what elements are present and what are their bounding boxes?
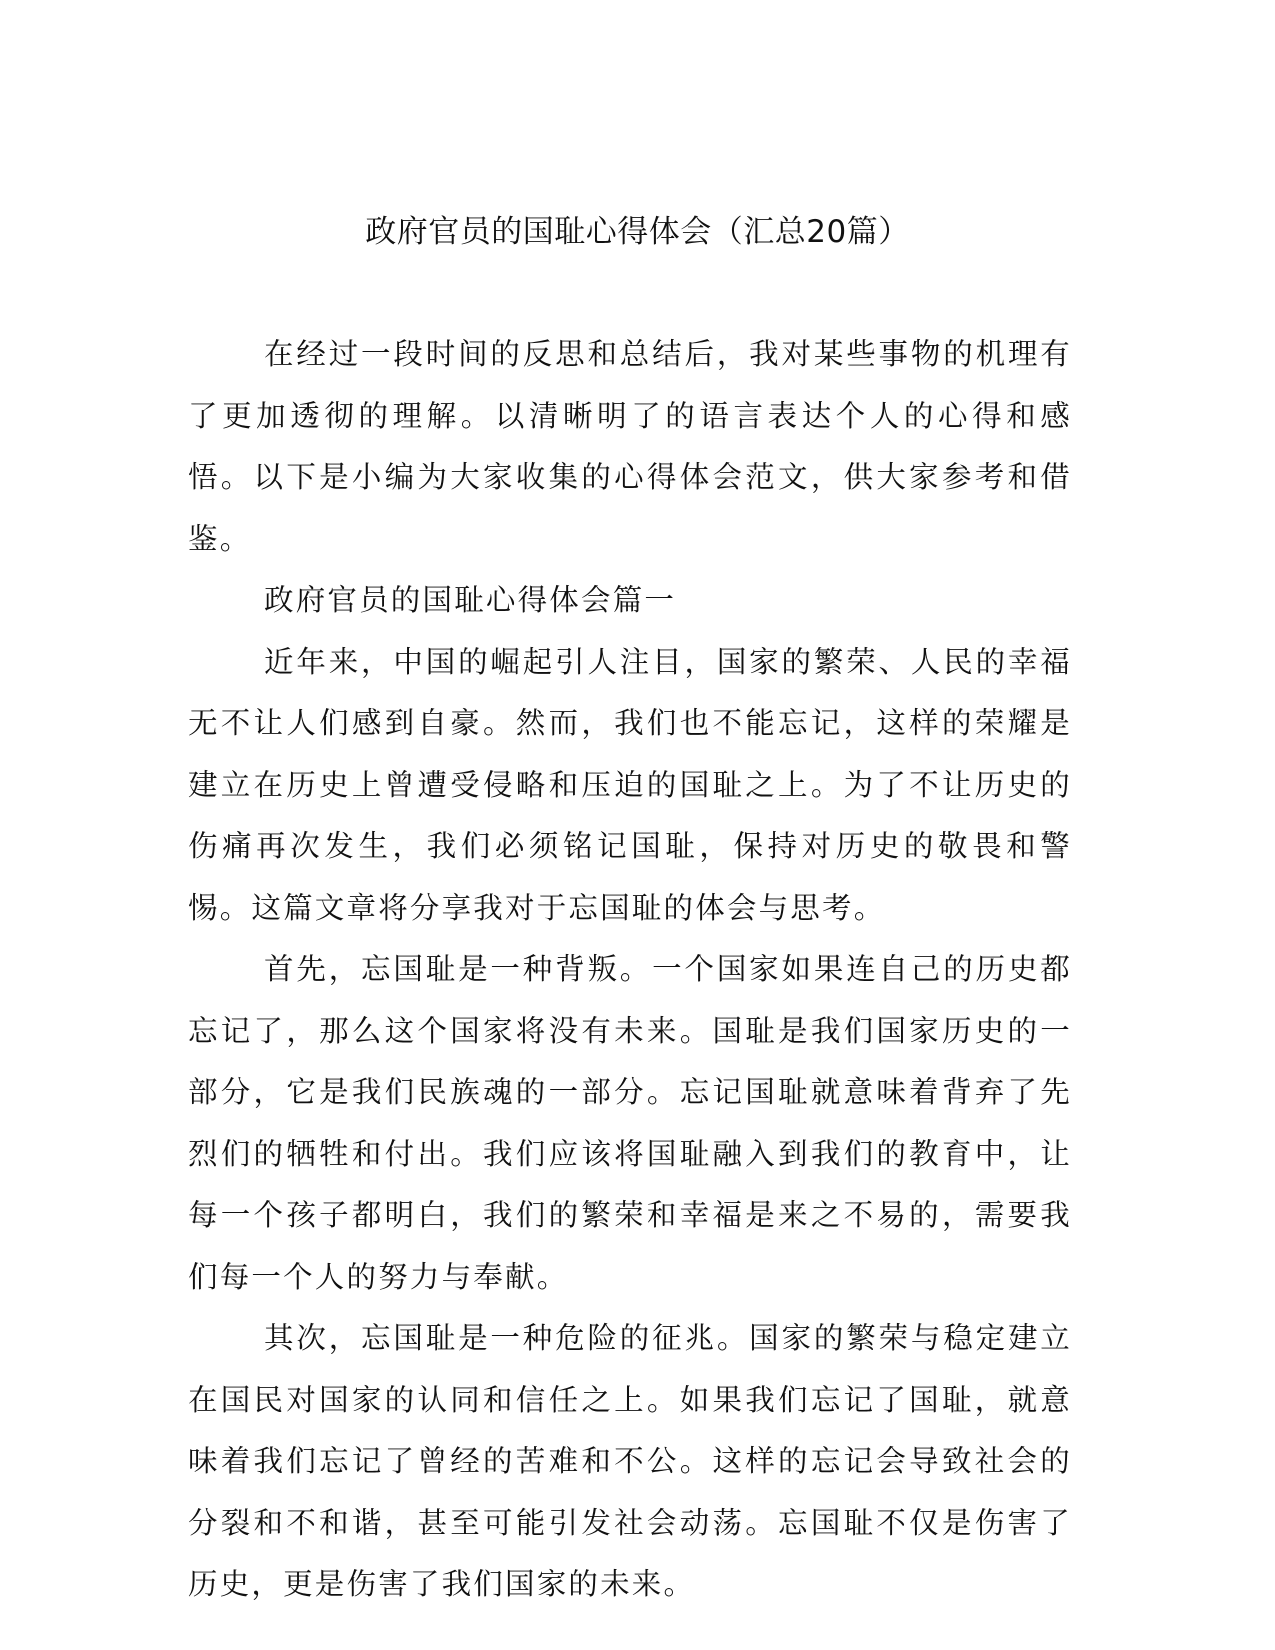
section-heading: 政府官员的国耻心得体会篇一 (264, 583, 677, 617)
body-paragraph: 首先，忘国耻是一种背叛。一个国家如果连自己的历史都忘记了，那么这个国家将没有未来。国耻是我们国家历史的一部分，它是我们民族魂的一部分。忘记国耻就意味着背弃了先烈们的牺牲和付出。我们应该将国耻融入到我们的教育中，让每一个孩子都明白，我们的繁荣和幸福是来之不易的，需要我们每一个人的努力与奉献。 (188, 952, 1072, 1294)
body-paragraph: 其次，忘国耻是一种危险的征兆。国家的繁荣与稳定建立在国民对国家的认同和信任之上。如果我们忘记了国耻，就意味着我们忘记了曾经的苦难和不公。这样的忘记会导致社会的分裂和不和谐，甚至可能引发社会动荡。忘国耻不仅是伤害了历史，更是伤害了我们国家的未来。 (188, 1321, 1072, 1601)
document-title: 政府官员的国耻心得体会（汇总20篇） (365, 214, 910, 250)
intro-paragraph: 在经过一段时间的反思和总结后，我对某些事物的机理有了更加透彻的理解。以清晰明了的语言表达个人的心得和感悟。以下是小编为大家收集的心得体会范文，供大家参考和借鉴。 (188, 337, 1072, 556)
body-paragraph: 近年来，中国的崛起引人注目，国家的繁荣、人民的幸福无不让人们感到自豪。然而，我们也不能忘记，这样的荣耀是建立在历史上曾遭受侵略和压迫的国耻之上。为了不让历史的伤痛再次发生，我们必须铭记国耻，保持对历史的敬畏和警惕。这篇文章将分享我对于忘国耻的体会与思考。 (188, 644, 1072, 925)
document-body (188, 324, 1072, 1616)
